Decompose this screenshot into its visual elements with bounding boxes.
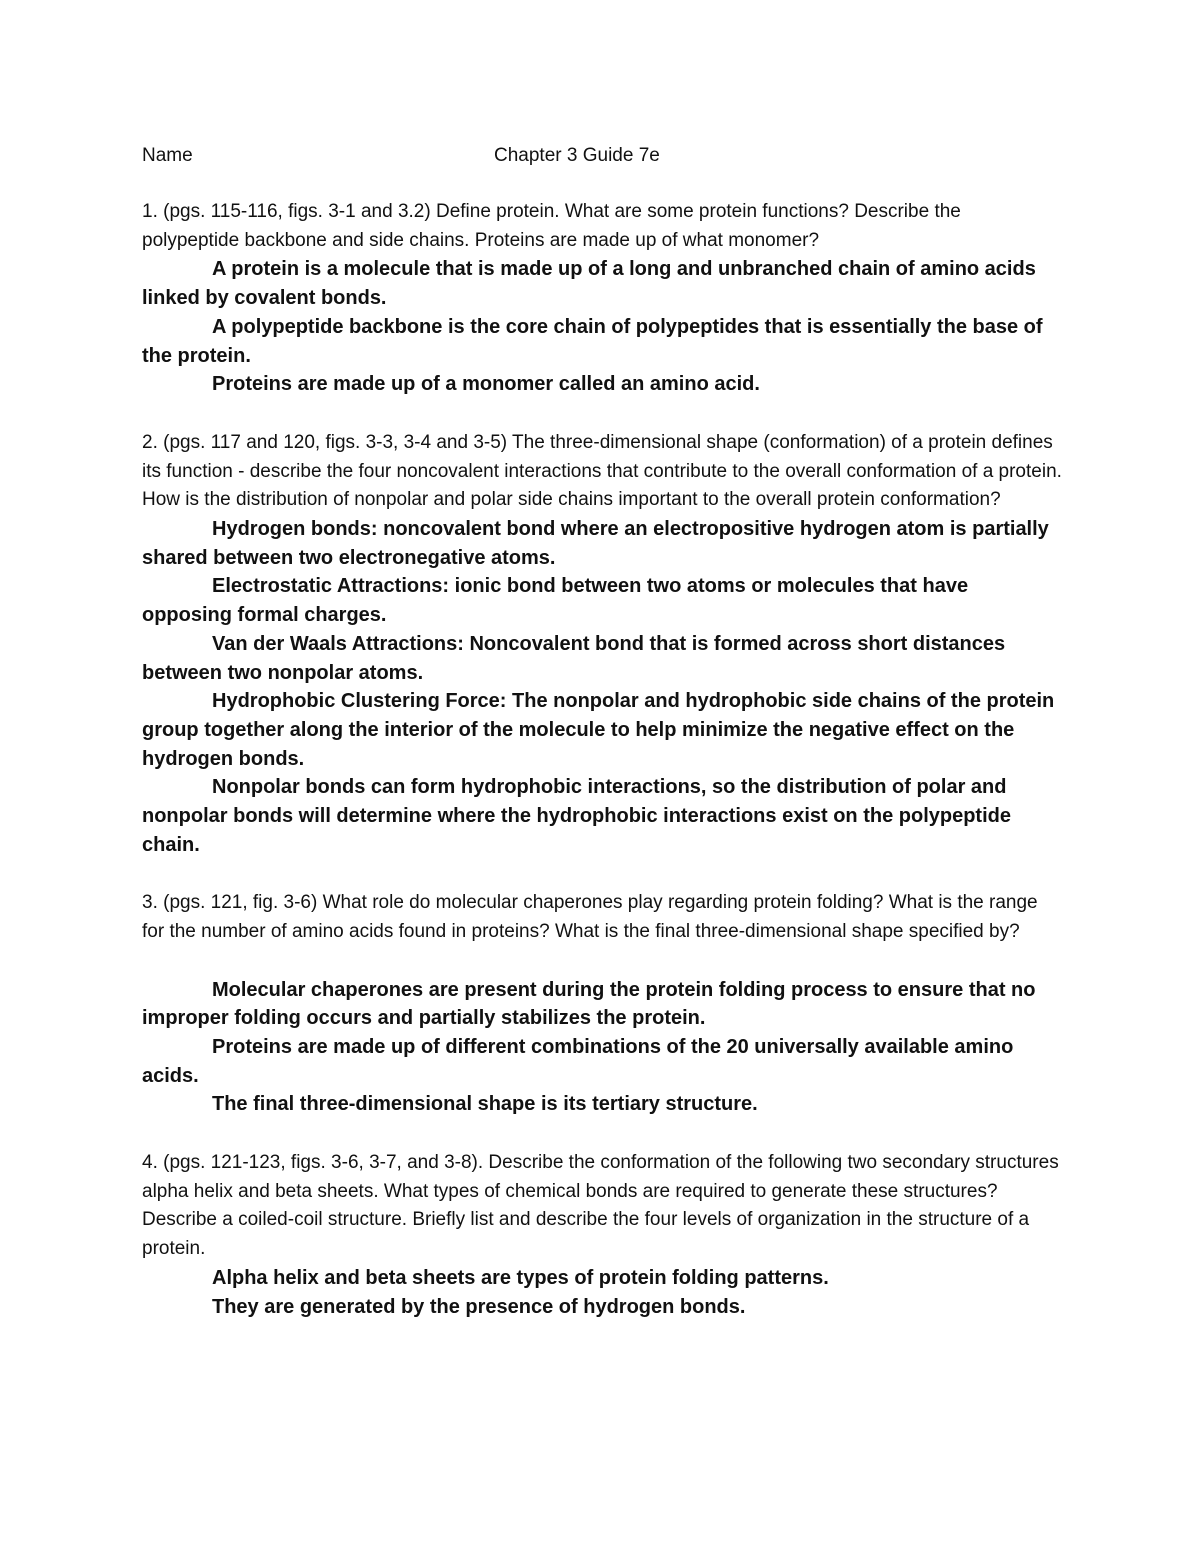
question-section-4	[142, 1149, 1062, 1321]
answer-2-3: Van der Waals Attractions: Noncovalent bond that is formed across short distances between two nonpolar atoms.	[142, 632, 1006, 684]
answer-3-2: Proteins are made up of different combinations of the 20 universally available amino acids.	[142, 1035, 1014, 1087]
question-3: 3. (pgs. 121, fig. 3-6) What role do molecular chaperones play regarding protein folding? What is the range for the number of amino acids found in proteins? What is the final three-dimensional shape specified by?	[142, 892, 1038, 943]
question-2: 2. (pgs. 117 and 120, figs. 3-3, 3-4 and 3-5) The three-dimensional shape (conformation) of a protein defines its function - describe the four noncovalent interactions that contribute to the overall conformation of a protein. How is the distribution of nonpolar and polar side chains important to the overall protein conformation?	[142, 431, 1062, 511]
document-page	[142, 142, 1062, 1321]
question-4: 4. (pgs. 121-123, figs. 3-6, 3-7, and 3-8). Describe the conformation of the following two secondary structures alpha helix and beta sheets. What types of chemical bonds are required to generate these structures? Describe a coiled-coil structure. Briefly list and describe the four levels of organization in the structure of a protein.	[142, 1152, 1059, 1260]
answer-4-1: Alpha helix and beta sheets are types of protein folding patterns.	[212, 1266, 829, 1289]
name-label: Name	[142, 145, 193, 166]
document-title: Chapter 3 Guide 7e	[494, 145, 660, 166]
question-section-1	[142, 198, 1062, 399]
blank-line	[142, 947, 1062, 976]
question-section-2	[142, 429, 1062, 860]
document-header	[142, 142, 1062, 172]
answer-1-1: A protein is a molecule that is made up of a long and unbranched chain of amino acids linked by covalent bonds.	[142, 258, 1036, 310]
answer-2-2: Electrostatic Attractions: ionic bond between two atoms or molecules that have opposing formal charges.	[142, 575, 969, 627]
answer-2-1: Hydrogen bonds: noncovalent bond where an electropositive hydrogen atom is partially shared between two electronegative atoms.	[142, 518, 1049, 569]
answer-1-2: A polypeptide backbone is the core chain of polypeptides that is essentially the base of the protein.	[142, 315, 1043, 367]
answer-2-5: Nonpolar bonds can form hydrophobic interactions, so the distribution of polar and nonpolar bonds will determine where the hydrophobic interactions exist on the polypeptide chain.	[142, 776, 1011, 856]
answer-3-1: Molecular chaperones are present during the protein folding process to ensure that no improper folding occurs and partially stabilizes the protein.	[142, 978, 1036, 1030]
answer-1-3: Proteins are made up of a monomer called an amino acid.	[212, 373, 760, 396]
answer-4-2: They are generated by the presence of hydrogen bonds.	[212, 1295, 746, 1318]
question-1: 1. (pgs. 115-116, figs. 3-1 and 3.2) Define protein. What are some protein functions? Describe the polypeptide backbone and side chains. Proteins are made up of what monomer?	[142, 201, 961, 251]
answer-3-3: The final three-dimensional shape is its tertiary structure.	[212, 1093, 758, 1116]
question-section-3	[142, 889, 1062, 1119]
answer-2-4: Hydrophobic Clustering Force: The nonpolar and hydrophobic side chains of the protein group together along the interior of the molecule to help minimize the negative effect on the hydrogen bonds.	[142, 690, 1055, 770]
